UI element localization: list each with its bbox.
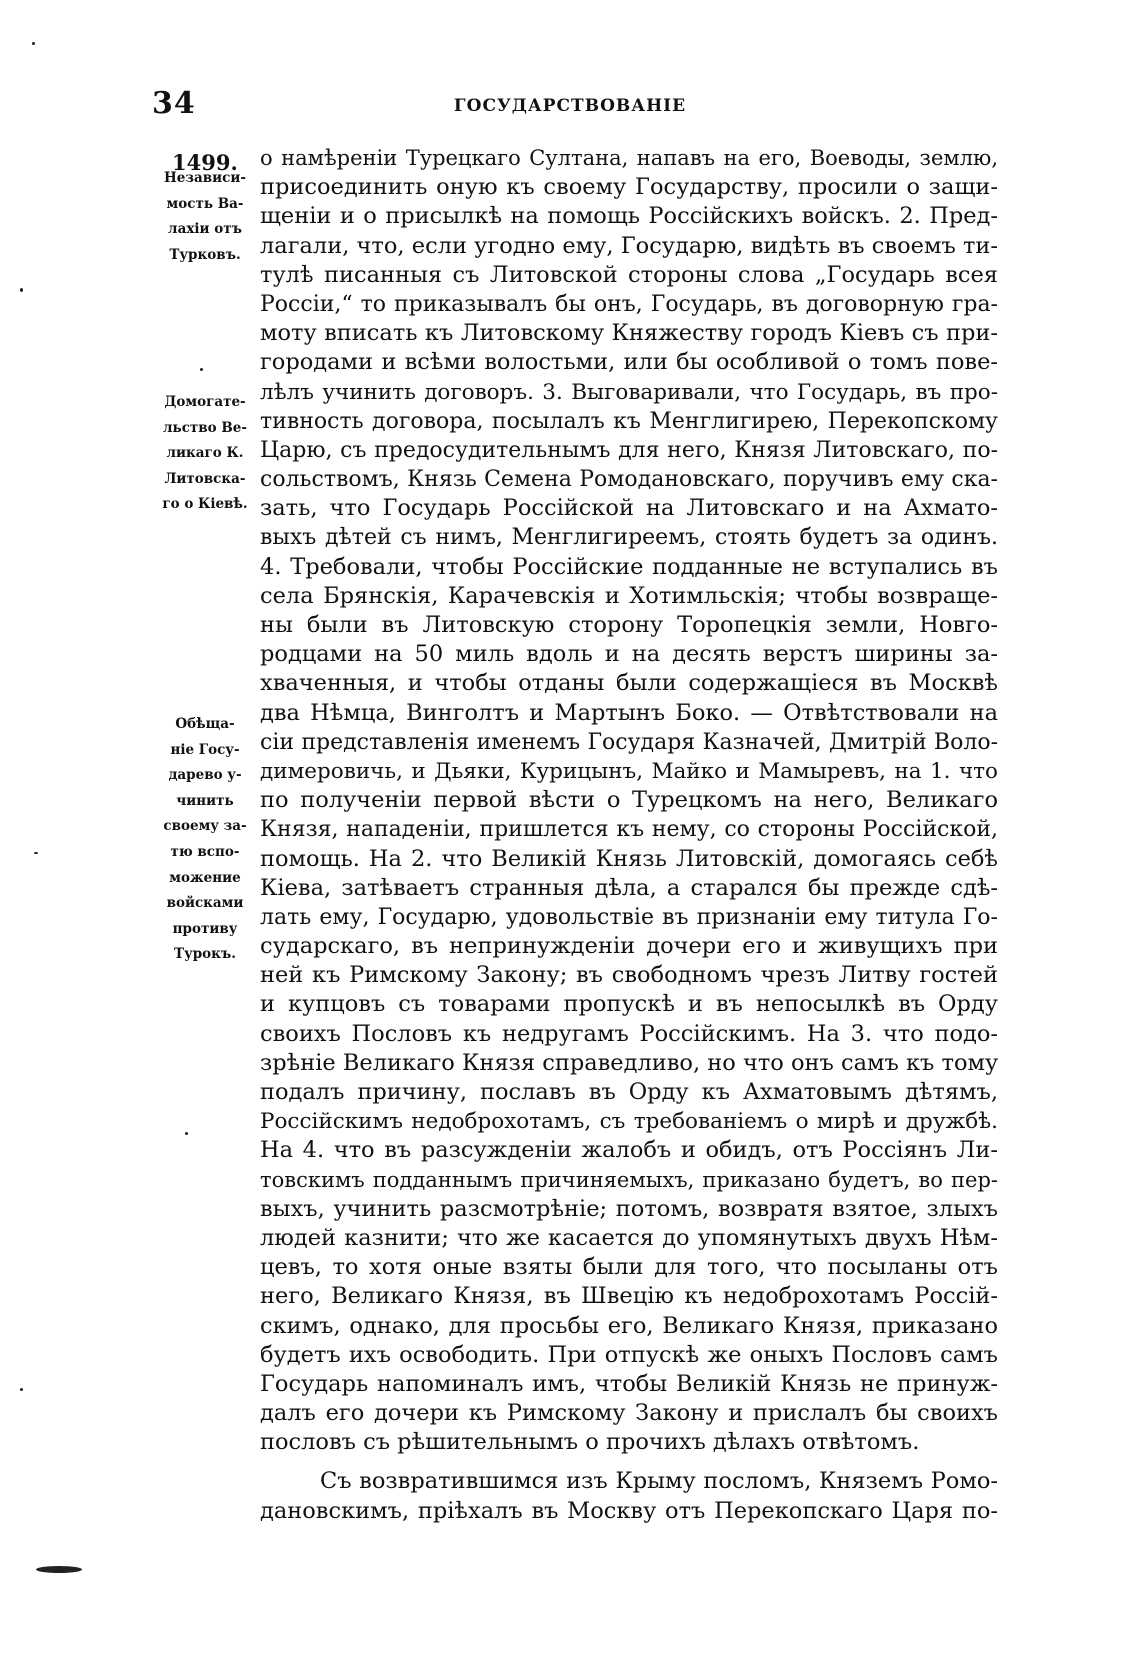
margin-note-line: войсками <box>166 895 244 912</box>
margin-note-line: го о Кіевѣ. <box>162 496 248 513</box>
scan-speck <box>34 852 38 854</box>
text-line: дановскимъ, пріѣхалъ въ Москву отъ Перекопскаго Царя по- <box>260 1497 998 1524</box>
text-line: ней къ Римскому Закону; въ свободномъ чрезъ Литву гостей <box>260 962 998 989</box>
text-line: лагали, что, если угодно ему, Государю, видѣть въ своемъ ти- <box>260 232 998 259</box>
text-line: своихъ Пословъ къ недругамъ Россійскимъ. На 3. что подо- <box>260 1020 998 1047</box>
text-line: зрѣніе Великаго Князя справедливо, но что онъ самъ къ тому <box>260 1049 998 1076</box>
margin-note-line: тю вспо- <box>170 843 240 860</box>
text-line: тулѣ писанныя съ Литовской стороны слова „Государь всея <box>260 261 998 288</box>
scan-speck <box>200 368 203 371</box>
text-line: Россійскимъ недоброхотамъ, съ требованіемъ о мирѣ и дружбѣ. <box>260 1109 998 1135</box>
text-line: лѣлъ учинить договоръ. 3. Выговаривали, что Государь, въ про- <box>260 379 998 405</box>
margin-note-line: ніе Госу- <box>170 741 240 758</box>
text-line: него, Великаго Князя, въ Швецію къ недоброхотамъ Россій- <box>260 1283 998 1310</box>
text-line: Государь напоминалъ имъ, чтобы Великій Князь не принуж- <box>260 1370 998 1397</box>
text-line: Россіи,“ то приказывалъ бы онъ, Государь, въ договорную гра- <box>260 291 998 317</box>
text-line: присоединить оную къ своему Государству, просили о защи- <box>260 174 998 201</box>
margin-note-line: ликаго К. <box>166 445 244 462</box>
margin-note-line: Турковъ. <box>169 246 241 263</box>
text-line: подалъ причину, пославъ въ Орду къ Ахматовымъ дѣтямъ, <box>260 1079 998 1105</box>
text-line: товскимъ подданнымъ причиняемыхъ, приказано будетъ, во пер- <box>260 1167 998 1192</box>
text-line: Князя, нападеніи, пришлется къ нему, со стороны Россійской, <box>260 817 998 843</box>
text-line: моту вписать къ Литовскому Княжеству городъ Кіевъ съ при- <box>260 320 998 347</box>
body-text <box>260 144 998 1526</box>
margin-note-line: Турокъ. <box>174 946 236 963</box>
margin-note-line: Обѣща- <box>175 716 235 732</box>
text-line: пословъ съ рѣшительнымъ о прочихъ дѣлахъ отвѣтомъ. <box>260 1429 920 1456</box>
margin-note-line: Независи- <box>164 170 246 186</box>
margin-note-line: дарево у- <box>168 767 242 784</box>
text-line: и купцовъ съ товарами пропускѣ и въ непосылкѣ въ Орду <box>260 991 998 1018</box>
text-line: будетъ ихъ освободить. При отпускѣ же оныхъ Пословъ самъ <box>260 1341 998 1368</box>
margin-note-line: мость Ва- <box>166 195 244 212</box>
text-line: городами и всѣми волостьми, или бы особливой о томъ пове- <box>260 349 998 376</box>
text-line: щеніи и о присылкѣ на помощь Россійскихъ войскъ. 2. Пред- <box>260 203 998 230</box>
text-line: родцами на 50 миль вдоль и на десять верстъ ширины за- <box>260 641 998 668</box>
margin-note-promise <box>150 712 260 968</box>
text-line: помощь. На 2. что Великій Князь Литовскій, домогаясь себѣ <box>260 845 998 872</box>
margin-note-line: своему за- <box>163 818 247 835</box>
text-line: сольствомъ, Князь Семена Ромодановскаго, поручивъ ему ска- <box>260 467 998 493</box>
page-number: 34 <box>152 86 196 121</box>
margin-note-line: Литовска- <box>164 470 246 487</box>
text-line: выхъ, учинить разсмотрѣніе; потомъ, возвратя взятое, злыхъ <box>260 1195 998 1222</box>
text-line: сударскаго, въ непринужденіи дочери его и живущихъ при <box>260 933 998 960</box>
text-line: по полученіи первой вѣсти о Турецкомъ на него, Великаго <box>260 787 998 814</box>
text-line: лать ему, Государю, удовольствіе въ признаніи ему титула Го- <box>260 904 998 930</box>
page-header <box>0 86 1140 126</box>
margin-note-line: противу <box>172 920 238 937</box>
scan-smudge <box>36 1566 82 1573</box>
scan-speck <box>32 42 35 45</box>
margin-note-line: можение <box>169 869 241 886</box>
year-marker: 1499. <box>172 150 238 175</box>
text-line: Съ возвратившимся изъ Крыму посломъ, Княземъ Ромо- <box>320 1468 998 1495</box>
text-line: сіи представленія именемъ Государя Казначей, Дмитрій Воло- <box>260 729 998 755</box>
running-head: ГОСУДАРСТВОВАНІЕ <box>453 96 687 116</box>
text-line: выхъ дѣтей съ нимъ, Менглигиреемъ, стоять будетъ за одинъ. <box>260 525 998 551</box>
text-line: цевъ, то хотя оные взяты были для того, что посыланы отъ <box>260 1254 998 1281</box>
text-line: тивность договора, посылалъ къ Менглигирею, Перекопскому <box>260 408 998 434</box>
margin-note-line: Домогате- <box>164 394 246 410</box>
text-line: о намѣреніи Турецкаго Султана, напавъ на его, Воеводы, землю, <box>260 146 998 170</box>
text-line: Царю, съ предосудительнымъ для него, Князя Литовскаго, по- <box>260 437 998 463</box>
text-line: ны были въ Литовскую сторону Торопецкія земли, Новго- <box>260 612 998 638</box>
text-line: далъ его дочери къ Римскому Закону и прислалъ бы своихъ <box>260 1400 998 1427</box>
scan-speck <box>20 1388 23 1391</box>
margin-note-kiev-claim <box>150 390 260 518</box>
scan-speck <box>20 288 23 292</box>
text-line: димеровичь, и Дьяки, Курицынъ, Майко и Мамыревъ, на 1. что <box>260 758 998 784</box>
text-line: села Брянскія, Карачевскія и Хотимльскія; чтобы возвраще- <box>260 582 998 609</box>
text-line: зать, что Государь Россійской на Литовскаго и на Ахмато- <box>260 495 998 522</box>
text-line: скимъ, однако, для просьбы его, Великаго Князя, приказано <box>260 1312 998 1339</box>
margin-note-line: лахіи отъ <box>168 221 242 238</box>
text-line: На 4. что въ разсужденіи жалобъ и обидъ, отъ Россіянъ Ли- <box>260 1137 998 1164</box>
text-line: Кіева, затѣваетъ странныя дѣла, а старался бы прежде сдѣ- <box>260 874 998 901</box>
scan-speck <box>185 1132 188 1135</box>
text-line: людей казнити; что же касается до упомянутыхъ двухъ Нѣм- <box>260 1224 998 1251</box>
text-line: два Нѣмца, Винголтъ и Мартынъ Боко. — Отвѣтствовали на <box>260 699 998 726</box>
margin-note-line: льство Ве- <box>163 419 247 436</box>
margin-note-independence <box>150 166 260 268</box>
text-line: хваченныя, и чтобы отданы были содержащіеся въ Москвѣ <box>260 670 998 697</box>
margin-note-line: чинить <box>176 792 234 809</box>
text-line: 4. Требовали, чтобы Россійские подданные не вступались въ <box>260 553 998 580</box>
